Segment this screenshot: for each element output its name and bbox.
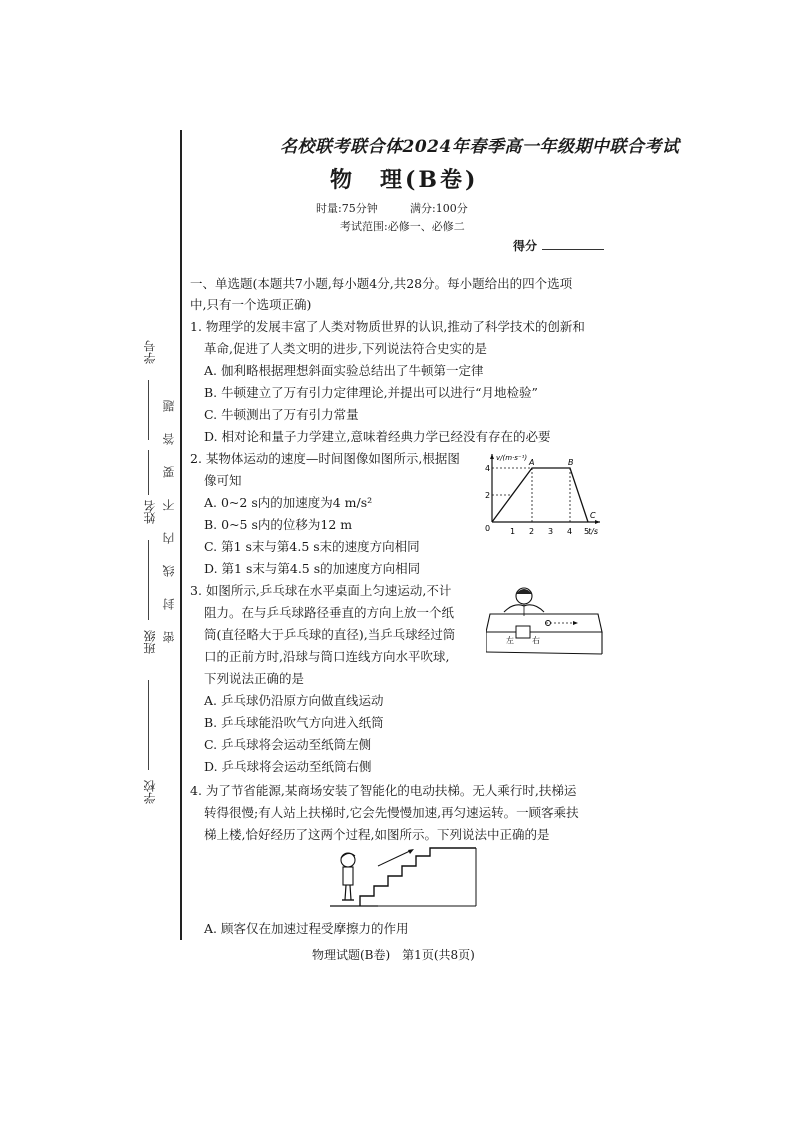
- origin-label: 0: [485, 524, 491, 533]
- subject-title: 物 理(B卷): [330, 167, 479, 193]
- table-top: [486, 614, 602, 632]
- ball-direction-arrow: [573, 621, 578, 625]
- question-3-option-d: D. 乒乓球将会运动至纸筒右侧: [204, 759, 372, 774]
- student-id-blank: [148, 380, 149, 440]
- x-tick-label: 5: [584, 527, 590, 536]
- seal-char: 要: [162, 466, 176, 478]
- escalator-figure: [330, 840, 480, 914]
- question-4-stem: 梯上楼,恰好经历了这两个过程,如图所示。下列说法中正确的是: [204, 827, 550, 842]
- seal-char: 答: [162, 433, 176, 445]
- y-tick-label: 2: [485, 491, 491, 500]
- y-axis-arrow: [490, 454, 494, 459]
- x-tick-label: 1: [510, 527, 516, 536]
- x-axis-arrow: [595, 520, 600, 524]
- x-tick-label: 2: [529, 527, 535, 536]
- exam-scope: 考试范围:必修一、必修二: [340, 220, 465, 233]
- x-tick-label: 3: [548, 527, 554, 536]
- question-1-option-a: A. 伽利略根据理想斜面实验总结出了牛顿第一定律: [204, 363, 484, 378]
- person-leg-icon: [345, 885, 346, 900]
- velocity-curve: [492, 468, 588, 522]
- question-3-stem: 筒(直径略大于乒乓球的直径),当乒乓球经过筒: [204, 627, 456, 642]
- question-3-stem: 3. 如图所示,乒乓球在水平桌面上匀速运动,不计: [190, 583, 452, 598]
- y-tick-label: 4: [485, 464, 491, 473]
- question-3-stem: 阻力。在与乒乓球路径垂直的方向上放一个纸: [204, 605, 455, 620]
- velocity-time-graph: [478, 450, 604, 540]
- x-axis-label: t/s: [588, 527, 598, 536]
- name-blank: [148, 450, 149, 495]
- exam-title: 名校联考联合体2024年春季高一年级期中联合考试: [280, 137, 680, 157]
- question-1-stem: 1. 物理学的发展丰富了人类对物质世界的认识,推动了科学技术的创新和: [190, 319, 585, 334]
- question-3-option-a: A. 乒乓球仍沿原方向做直线运动: [204, 693, 384, 708]
- question-4-stem: 4. 为了节省能源,某商场安装了智能化的电动扶梯。无人乘行时,扶梯运: [190, 783, 577, 798]
- binding-label-school: 学校: [143, 780, 157, 804]
- seal-char: 封: [162, 598, 176, 610]
- question-3-stem: 下列说法正确的是: [204, 671, 305, 686]
- binding-label-name: 姓名: [143, 500, 157, 524]
- paper-tube-icon: [516, 626, 530, 638]
- seal-char: 题: [162, 400, 176, 412]
- score-blank[interactable]: [542, 249, 604, 250]
- question-1-stem: 革命,促进了人类文明的进步,下列说法符合史实的是: [204, 341, 487, 356]
- question-1-option-d: D. 相对论和量子力学建立,意味着经典力学已经没有存在的必要: [204, 429, 551, 444]
- question-2-option-c: C. 第1 s末与第4.5 s末的速度方向相同: [204, 539, 420, 554]
- ping-pong-table-figure: [486, 582, 604, 656]
- question-3-option-b: B. 乒乓球能沿吹气方向进入纸筒: [204, 715, 384, 730]
- full-score: 满分:100分: [410, 202, 468, 215]
- binding-line: [180, 130, 182, 940]
- binding-label-student-id: 学号: [143, 340, 157, 364]
- question-2-stem: 2. 某物体运动的速度—时间图像如图所示,根据图: [190, 451, 460, 466]
- motion-arrow-head: [408, 849, 414, 854]
- class-blank: [148, 540, 149, 620]
- person-body-icon: [343, 867, 353, 885]
- point-label-c: C: [590, 511, 596, 520]
- label-left: 左: [506, 636, 514, 645]
- y-axis-label: v/(m·s⁻¹): [496, 454, 528, 462]
- question-2-option-b: B. 0~5 s内的位移为12 m: [204, 517, 353, 532]
- x-tick-label: 4: [567, 527, 573, 536]
- question-3-stem: 口的正前方时,沿球与筒口连线方向水平吹球,: [204, 649, 450, 664]
- question-2-option-d: D. 第1 s末与第4.5 s的加速度方向相同: [204, 561, 421, 576]
- point-label-b: B: [568, 458, 574, 467]
- school-blank: [148, 680, 149, 770]
- question-2-option-a: A. 0~2 s内的加速度为4 m/s²: [204, 495, 373, 510]
- question-4-stem: 转得很慢;有人站上扶梯时,它会先慢慢加速,再匀速运转。一顾客乘扶: [204, 805, 579, 820]
- seal-char: 内: [162, 532, 176, 544]
- section-heading: 一、单选题(本题共7小题,每小题4分,共28分。每小题给出的四个选项: [190, 276, 573, 291]
- exam-duration: 时量:75分钟: [316, 202, 378, 215]
- motion-arrow: [378, 850, 412, 866]
- question-2-stem: 像可知: [204, 473, 242, 488]
- question-1-option-c: C. 牛顿测出了万有引力常量: [204, 407, 359, 422]
- point-label-a: A: [529, 458, 535, 467]
- section-heading: 中,只有一个选项正确): [190, 297, 312, 312]
- person-leg-icon: [350, 885, 351, 900]
- seal-char: 线: [162, 565, 176, 577]
- question-1-option-b: B. 牛顿建立了万有引力定律理论,并提出可以进行“月地检验”: [204, 385, 538, 400]
- table-edge: [486, 652, 602, 654]
- seal-char: 密: [162, 631, 176, 643]
- escalator-steps: [360, 848, 476, 906]
- label-right: 右: [532, 636, 540, 645]
- seal-char: 不: [162, 499, 176, 511]
- page-footer: 物理试题(B卷) 第1页(共8页): [312, 948, 475, 962]
- question-3-option-c: C. 乒乓球将会运动至纸筒左侧: [204, 737, 372, 752]
- question-4-option-a: A. 顾客仅在加速过程受摩擦力的作用: [204, 921, 409, 936]
- binding-label-class: 班级: [143, 630, 157, 654]
- score-label: 得分: [513, 239, 538, 253]
